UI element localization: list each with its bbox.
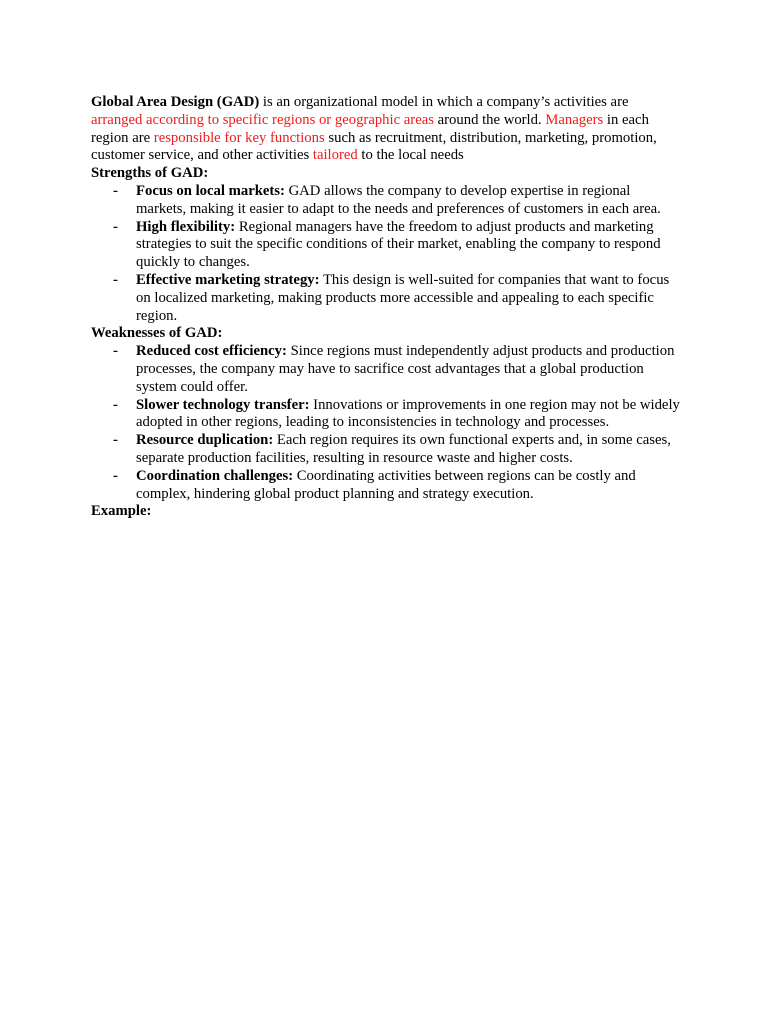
list-item <box>91 343 681 396</box>
intro-term: Global Area Design (GAD) <box>91 94 260 110</box>
dash-bullet: - <box>113 271 118 288</box>
item-text: Innovations or improvements in one region may not be widely adopted in other regions, leading to inconsistencies in technology and processes. <box>136 396 680 431</box>
strengths-list <box>91 183 681 325</box>
list-item <box>91 468 681 504</box>
intro-highlight-3: responsible for key functions <box>153 129 325 146</box>
intro-paragraph <box>91 94 681 165</box>
list-item <box>91 219 681 272</box>
dash-bullet: - <box>113 467 118 484</box>
weaknesses-list <box>91 343 681 503</box>
dash-bullet: - <box>113 343 118 360</box>
list-item <box>91 272 681 325</box>
intro-text-3: in each region are <box>91 111 649 146</box>
item-label: Resource duplication: <box>136 432 274 449</box>
dash-bullet: - <box>113 432 118 449</box>
dash-bullet: - <box>113 182 118 199</box>
example-heading: Example: <box>91 503 152 520</box>
item-text: Regional managers have the freedom to adjust products and marketing strategies to suit the specific conditions of their market, enabling the company to respond quickly to changes. <box>136 218 661 271</box>
list-item <box>91 397 681 433</box>
intro-highlight-4: tailored <box>312 147 358 164</box>
item-label: High flexibility: <box>136 218 236 235</box>
intro-text-1: is an organizational model in which a company’s activities are <box>259 94 629 110</box>
item-label: Slower technology transfer: <box>136 396 310 413</box>
intro-text-2: around the world. <box>433 111 546 128</box>
item-text: Each region requires its own functional experts and, in some cases, separate production facilities, resulting in resource waste and higher costs. <box>136 432 671 466</box>
item-text: Coordinating activities between regions can be costly and complex, hindering global product planning and strategy execution. <box>136 467 636 502</box>
strengths-heading: Strengths of GAD: <box>91 165 209 182</box>
intro-highlight-2: Managers <box>545 111 604 128</box>
intro-text-4: such as recruitment, distribution, marketing, promotion, customer service, and other activities <box>91 129 657 164</box>
intro-highlight-1: arranged according to specific regions or geographic areas <box>91 111 434 128</box>
weaknesses-heading: Weaknesses of GAD: <box>91 325 223 342</box>
document-page <box>91 94 681 521</box>
dash-bullet: - <box>113 218 118 235</box>
intro-text-5: to the local needs <box>357 147 464 164</box>
list-item <box>91 432 681 468</box>
item-label: Effective marketing strategy: <box>136 271 320 288</box>
item-text: GAD allows the company to develop expertise in regional markets, making it easier to adapt to the needs and preferences of customers in each area. <box>136 182 661 217</box>
dash-bullet: - <box>113 396 118 413</box>
item-label: Focus on local markets: <box>136 182 285 199</box>
item-text: Since regions must independently adjust products and production processes, the company may have to sacrifice cost advantages that a global production system could offer. <box>136 343 675 395</box>
item-label: Coordination challenges: <box>136 467 294 484</box>
list-item <box>91 183 681 219</box>
item-text: This design is well-suited for companies that want to focus on localized marketing, making products more accessible and appealing to each specific region. <box>136 271 670 324</box>
item-label: Reduced cost efficiency: <box>136 343 287 360</box>
